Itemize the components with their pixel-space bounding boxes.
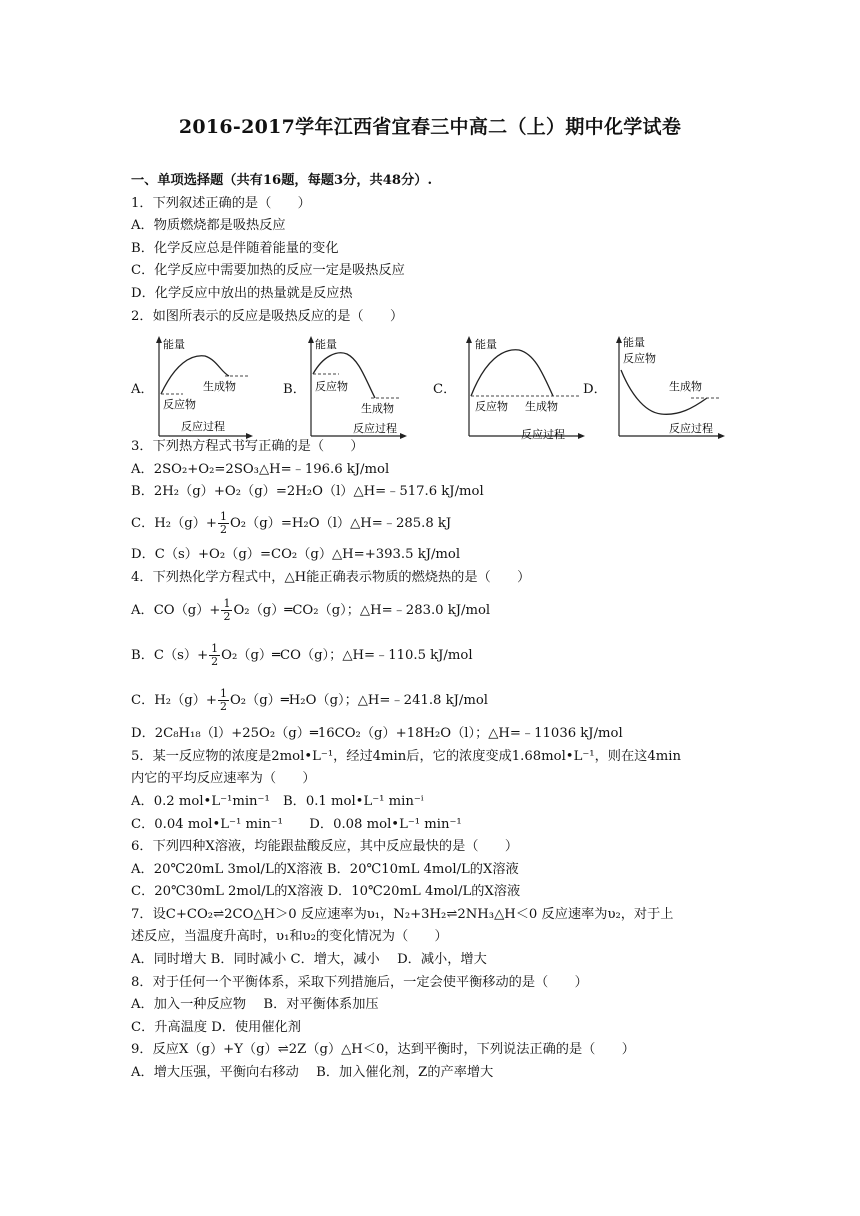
q5-options-ab: A．0.2 mol•L⁻¹min⁻¹ B．0.1 mol•L⁻¹ min⁻ⁱ xyxy=(131,793,424,809)
graph-a xyxy=(131,334,251,442)
graph-c-letter: C． xyxy=(433,382,457,397)
section-heading: 一、单项选择题（共有16题，每题3分，共48分）. xyxy=(131,173,433,188)
q1-option-d: D．化学反应中放出的热量就是反应热 xyxy=(131,285,353,301)
q3-option-c-post: O₂（g）=H₂O（l）△H=﹣285.8 kJ xyxy=(229,515,452,531)
q8-stem: 8．对于任何一个平衡体系，采取下列措施后，一定会使平衡移动的是（ ） xyxy=(131,974,588,990)
q7-stem-line1: 7．设C+CO₂⇌2CO△H＞0 反应速率为υ₁，N₂+3H₂⇌2NH₃△H＜0 反应速率为υ₂，对于上 xyxy=(131,906,674,922)
q5-stem-line1: 5．某一反应物的浓度是2mol•L⁻¹，经过4min后，它的浓度变成1.68mol•L⁻¹，则在这4min xyxy=(131,748,681,764)
q5-options-cd: C．0.04 mol•L⁻¹ min⁻¹ D．0.08 mol•L⁻¹ min⁻¹ xyxy=(131,816,462,832)
q1-option-a: A．物质燃烧都是吸热反应 xyxy=(131,218,286,234)
q3-stem: 3．下列热方程式书写正确的是（ ） xyxy=(131,439,364,455)
half-fraction xyxy=(209,643,220,668)
graph-a-energy-label: 能量 xyxy=(163,338,185,351)
q4-option-a-pre: A．CO（g）+ xyxy=(131,603,221,619)
graph-d-process-label: 反应过程 xyxy=(669,422,713,435)
q8-options-cd: C．升高温度 D．使用催化剂 xyxy=(131,1019,301,1035)
fraction-denominator: 2 xyxy=(219,700,227,714)
q9-stem: 9．反应X（g）+Y（g）⇌2Z（g）△H＜0，达到平衡时，下列说法正确的是（ ） xyxy=(131,1042,635,1058)
q4-stem: 4．下列热化学方程式中，△H能正确表示物质的燃烧热的是（ ） xyxy=(131,569,531,585)
q4-option-b-pre: B．C（s）+ xyxy=(131,648,209,664)
graph-b-energy-label: 能量 xyxy=(315,338,337,351)
q2-energy-diagrams xyxy=(131,334,731,442)
graph-b-letter: B． xyxy=(283,382,306,397)
half-fraction xyxy=(218,688,229,713)
q4-option-a-post: O₂（g）═CO₂（g）；△H=﹣283.0 kJ/mol xyxy=(233,603,491,619)
graph-a-process-label: 反应过程 xyxy=(181,420,225,433)
q4-option-b xyxy=(131,633,741,679)
q7-stem-line2: 述反应，当温度升高时，υ₁和υ₂的变化情况为（ ） xyxy=(131,929,448,945)
q6-options-cd: C．20℃30mL 2mol/L的X溶液 D．10℃20mL 4mol/L的X溶液 xyxy=(131,884,521,900)
graph-c-energy-label: 能量 xyxy=(475,338,497,351)
q1-option-c: C．化学反应中需要加热的反应一定是吸热反应 xyxy=(131,263,405,279)
q7-options: A．同时增大 B．同时减小 C．增大，减小 D．减小，增大 xyxy=(131,952,487,968)
graph-b-svg xyxy=(305,334,411,442)
q4-option-a xyxy=(131,589,741,633)
q3-option-b: B．2H₂（g）+O₂（g）=2H₂O（l）△H=﹣517.6 kJ/mol xyxy=(131,484,484,500)
graph-d-product-label: 生成物 xyxy=(669,380,702,393)
graph-d-reactant-label: 反应物 xyxy=(623,352,656,365)
q4-option-d: D．2C₈H₁₈（l）+25O₂（g）═16CO₂（g）+18H₂O（l）；△H=﹣11036 kJ/mol xyxy=(131,726,623,742)
fraction-numerator: 1 xyxy=(219,687,227,701)
q3-option-d: D．C（s）+O₂（g）=CO₂（g）△H=+393.5 kJ/mol xyxy=(131,546,461,562)
fraction-denominator: 2 xyxy=(219,522,227,536)
q1-option-b: B．化学反应总是伴随着能量的变化 xyxy=(131,240,339,256)
q6-options-ab: A．20℃20mL 3mol/L的X溶液 B．20℃10mL 4mol/L的X溶液 xyxy=(131,861,519,877)
graph-a-product-label: 生成物 xyxy=(203,380,236,393)
graph-d-energy-label: 能量 xyxy=(623,336,645,349)
graph-d-letter: D． xyxy=(583,382,607,397)
q4-option-c-post: O₂（g）═H₂O（g）；△H=﹣241.8 kJ/mol xyxy=(229,693,489,709)
fraction-numerator: 1 xyxy=(223,597,231,611)
graph-a-letter: A． xyxy=(131,382,154,397)
graph-c xyxy=(433,334,583,442)
graph-d-svg xyxy=(613,334,727,442)
q3-option-a: A．2SO₂+O₂=2SO₃△H=﹣196.6 kJ/mol xyxy=(131,461,390,477)
fraction-denominator: 2 xyxy=(211,655,219,669)
graph-c-svg xyxy=(463,334,587,442)
q9-options-ab: A．增大压强，平衡向右移动 B．加入催化剂，Z的产率增大 xyxy=(131,1065,494,1081)
fraction-numerator: 1 xyxy=(211,642,219,656)
q3-option-c-pre: C．H₂（g）+ xyxy=(131,515,217,531)
q2-stem: 2．如图所表示的反应是吸热反应的是（ ） xyxy=(131,308,404,324)
q1-stem: 1．下列叙述正确的是（ ） xyxy=(131,195,311,211)
q3-option-c xyxy=(131,504,741,544)
q4-option-c-pre: C．H₂（g）+ xyxy=(131,693,217,709)
graph-c-reactant-label: 反应物 xyxy=(475,400,508,413)
fraction-denominator: 2 xyxy=(223,610,231,624)
question-content xyxy=(131,170,741,1085)
q5-stem-line2: 内它的平均反应速率为（ ） xyxy=(131,771,316,787)
graph-c-process-label: 反应过程 xyxy=(521,428,565,441)
q4-option-c xyxy=(131,679,741,723)
graph-b-reactant-label: 反应物 xyxy=(315,380,348,393)
fraction-numerator: 1 xyxy=(219,509,227,523)
q8-options-ab: A．加入一种反应物 B．对平衡体系加压 xyxy=(131,997,379,1013)
graph-b xyxy=(283,334,413,442)
q4-option-b-post: O₂（g）═CO（g）；△H=﹣110.5 kJ/mol xyxy=(221,648,473,664)
graph-a-reactant-label: 反应物 xyxy=(163,398,196,411)
page-title: 2016-2017学年江西省宜春三中高二（上）期中化学试卷 xyxy=(178,116,682,138)
graph-c-product-label: 生成物 xyxy=(525,400,558,413)
graph-d xyxy=(583,334,731,442)
q6-stem: 6．下列四种X溶液，均能跟盐酸反应，其中反应最快的是（ ） xyxy=(131,839,519,855)
half-fraction xyxy=(221,598,232,623)
graph-b-product-label: 生成物 xyxy=(361,402,394,415)
graph-b-process-label: 反应过程 xyxy=(353,422,397,435)
graph-a-svg xyxy=(153,334,253,442)
half-fraction xyxy=(218,511,229,536)
